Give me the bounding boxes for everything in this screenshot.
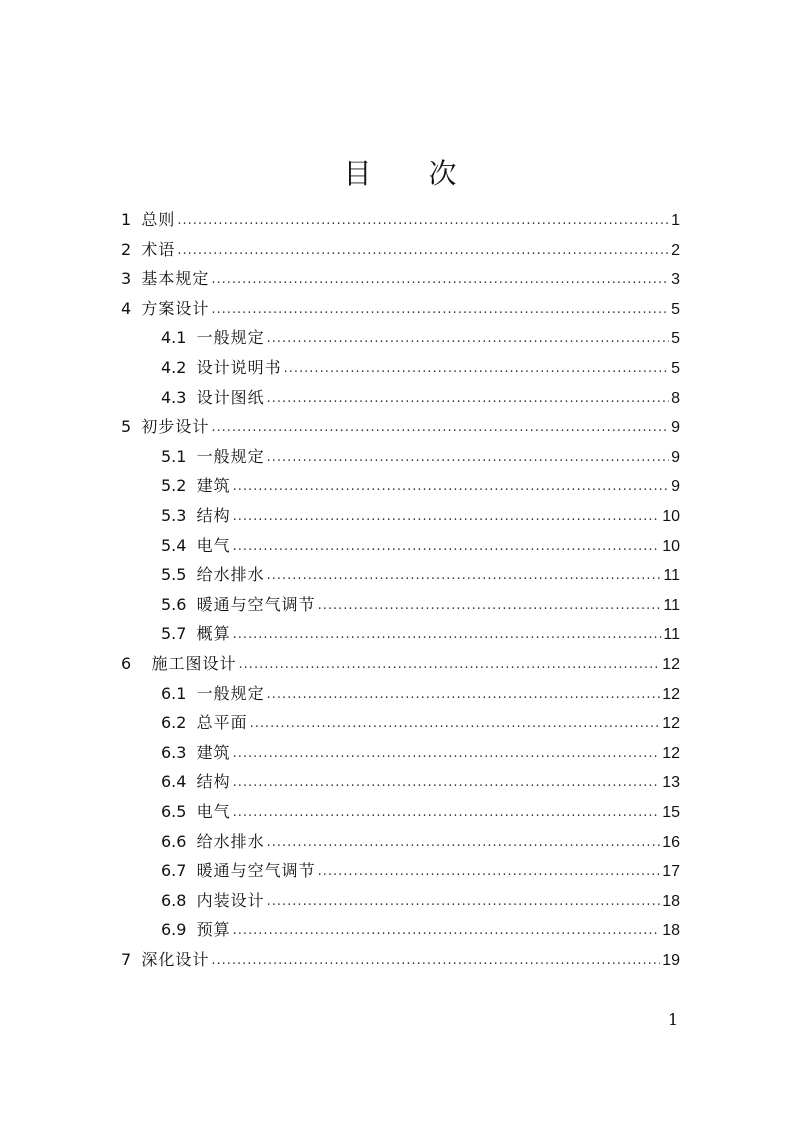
toc-entry-number: 6.5	[161, 802, 197, 821]
toc-entry-number: 3	[121, 269, 142, 289]
toc-entry-page: 9	[671, 419, 680, 437]
toc-dot-leader	[250, 709, 661, 739]
toc-entry-number: 5	[121, 417, 142, 437]
toc-entry-number: 5.1	[161, 446, 197, 466]
toc-entry-number: 6.6	[161, 831, 197, 851]
toc-entry-page: 9	[671, 448, 680, 466]
toc-entry[interactable]	[161, 442, 680, 472]
toc-entry-number: 2	[121, 239, 142, 259]
toc-entry-page: 2	[671, 241, 680, 259]
toc-entry[interactable]	[121, 945, 680, 975]
toc-entry-page: 12	[662, 744, 680, 762]
toc-entry[interactable]	[161, 323, 680, 353]
toc-dot-leader	[211, 946, 660, 976]
toc-entry-label: 电气	[196, 802, 231, 821]
toc-entry-label: 概算	[196, 624, 231, 644]
toc-entry-label: 建筑	[196, 742, 231, 762]
toc-entry-number: 4.1	[161, 328, 197, 348]
toc-dot-leader	[233, 739, 661, 769]
toc-entry-page: 9	[671, 478, 680, 496]
toc-entry-page: 18	[662, 922, 680, 940]
toc-entry-number: 5.3	[161, 506, 197, 525]
toc-entry-page: 8	[671, 389, 680, 407]
toc-entry-label: 方案设计	[141, 298, 210, 318]
toc-entry-page: 12	[662, 715, 680, 733]
toc-entry[interactable]	[121, 235, 680, 265]
toc-entry-number: 6.2	[161, 713, 197, 733]
toc-entry-label: 给水排水	[196, 831, 265, 851]
toc-entry-label: 结构	[196, 772, 231, 792]
toc-entry[interactable]	[121, 412, 680, 442]
toc-dot-leader	[267, 384, 669, 414]
toc-entry-label: 暖通与空气调节	[196, 594, 316, 614]
toc-entry-page: 11	[663, 626, 680, 644]
toc-entry[interactable]	[121, 649, 680, 679]
toc-entry[interactable]	[161, 383, 680, 413]
toc-dot-leader	[233, 502, 661, 532]
toc-entry-number: 7	[121, 950, 142, 969]
toc-entry-number: 6.9	[161, 920, 197, 940]
toc-entry[interactable]	[121, 294, 680, 324]
toc-entry-number: 4.2	[161, 358, 197, 377]
toc-entry-page: 16	[662, 833, 680, 851]
toc-dot-leader	[177, 236, 669, 266]
toc-entry-number: 6.7	[161, 861, 197, 881]
toc-entry[interactable]	[161, 886, 680, 916]
toc-entry[interactable]	[161, 531, 680, 561]
toc-entry[interactable]	[161, 708, 680, 738]
toc-dot-leader	[267, 828, 661, 858]
toc-dot-leader	[267, 680, 661, 710]
toc-entry-number: 6.3	[161, 742, 197, 762]
toc-dot-leader	[211, 265, 669, 295]
toc-dot-leader	[267, 561, 662, 591]
toc-dot-leader	[233, 768, 661, 798]
toc-entry-number: 5.6	[161, 594, 197, 614]
toc-entry[interactable]	[121, 264, 680, 294]
toc-entry-label: 总则	[141, 210, 176, 229]
toc-entry[interactable]	[161, 560, 680, 590]
toc-entry[interactable]	[161, 501, 680, 531]
toc-entry-label: 施工图设计	[151, 654, 237, 673]
toc-entry-label: 内装设计	[196, 890, 265, 910]
toc-entry-page: 3	[671, 271, 680, 289]
toc-entry-label: 术语	[141, 239, 176, 259]
toc-entry[interactable]	[161, 679, 680, 709]
toc-dot-leader	[211, 295, 669, 325]
toc-entry-label: 基本规定	[141, 269, 210, 289]
toc-dot-leader	[318, 591, 662, 621]
toc-entry[interactable]	[161, 856, 680, 886]
toc-entry-number: 1	[121, 210, 142, 229]
toc-entry[interactable]	[161, 471, 680, 501]
toc-entry-page: 15	[662, 804, 680, 821]
toc-entry[interactable]	[161, 353, 680, 383]
toc-entry-page: 10	[662, 508, 680, 525]
toc-entry-number: 6.4	[161, 772, 197, 792]
toc-entry-label: 预算	[196, 920, 231, 940]
toc-entry-number: 6.8	[161, 890, 197, 910]
toc-dot-leader	[267, 324, 669, 354]
toc-entry-page: 18	[662, 892, 680, 910]
toc-entry-label: 深化设计	[141, 950, 210, 969]
toc-entry-label: 总平面	[196, 713, 248, 733]
toc-entry-number: 5.7	[161, 624, 197, 644]
toc-dot-leader	[233, 532, 661, 562]
toc-entry-page: 5	[671, 360, 680, 377]
toc-dot-leader	[233, 472, 669, 502]
toc-entry-page: 5	[671, 300, 680, 318]
toc-entry-label: 一般规定	[196, 328, 265, 348]
toc-entry-label: 一般规定	[196, 683, 265, 703]
toc-entry-page: 11	[663, 596, 680, 614]
toc-entry-label: 电气	[196, 535, 231, 555]
toc-dot-leader	[211, 413, 669, 443]
toc-dot-leader	[233, 620, 662, 650]
toc-entry-page: 1	[671, 212, 680, 229]
toc-entry-label: 设计说明书	[196, 358, 282, 377]
toc-entry-label: 给水排水	[196, 565, 265, 585]
toc-entry-number: 5.5	[161, 565, 197, 585]
toc-entry-number: 5.2	[161, 476, 197, 496]
toc-entry-label: 建筑	[196, 476, 231, 496]
toc-dot-leader	[239, 650, 661, 680]
toc-entry-page: 5	[671, 330, 680, 348]
toc-entry-page: 12	[662, 685, 680, 703]
toc-title: 目 次	[343, 157, 481, 190]
toc-dot-leader	[267, 887, 661, 917]
toc-entry-page: 10	[662, 537, 680, 555]
toc-entry-number: 4	[121, 298, 142, 318]
toc-dot-leader	[233, 916, 661, 946]
toc-entry-page: 19	[662, 952, 680, 969]
toc-entry[interactable]	[161, 619, 680, 649]
toc-dot-leader	[284, 354, 669, 384]
toc-entry[interactable]	[161, 797, 680, 827]
toc-dot-leader	[177, 206, 669, 236]
toc-entry-number: 4.3	[161, 387, 197, 407]
toc-entry[interactable]	[161, 738, 680, 768]
toc-entry-page: 17	[662, 863, 680, 881]
toc-entry-number: 6	[121, 654, 152, 673]
toc-entry-label: 设计图纸	[196, 387, 265, 407]
toc-entry-label: 初步设计	[141, 417, 210, 437]
toc-entry[interactable]	[161, 915, 680, 945]
toc-entry-page: 12	[662, 656, 680, 673]
toc-entry-number: 5.4	[161, 535, 197, 555]
toc-dot-leader	[233, 798, 661, 828]
toc-entry[interactable]	[161, 767, 680, 797]
toc-entry-page: 13	[662, 774, 680, 792]
toc-dot-leader	[318, 857, 661, 887]
toc-entry[interactable]	[161, 590, 680, 620]
toc-entry[interactable]	[161, 827, 680, 857]
toc-entry-page: 11	[663, 567, 680, 585]
page-number: 1	[668, 1010, 679, 1029]
toc-entry-number: 6.1	[161, 683, 197, 703]
toc-entry-label: 结构	[196, 506, 231, 525]
toc-entry-label: 一般规定	[196, 446, 265, 466]
toc-entry[interactable]	[121, 205, 680, 235]
toc-dot-leader	[267, 443, 669, 473]
toc-entry-label: 暖通与空气调节	[196, 861, 316, 881]
